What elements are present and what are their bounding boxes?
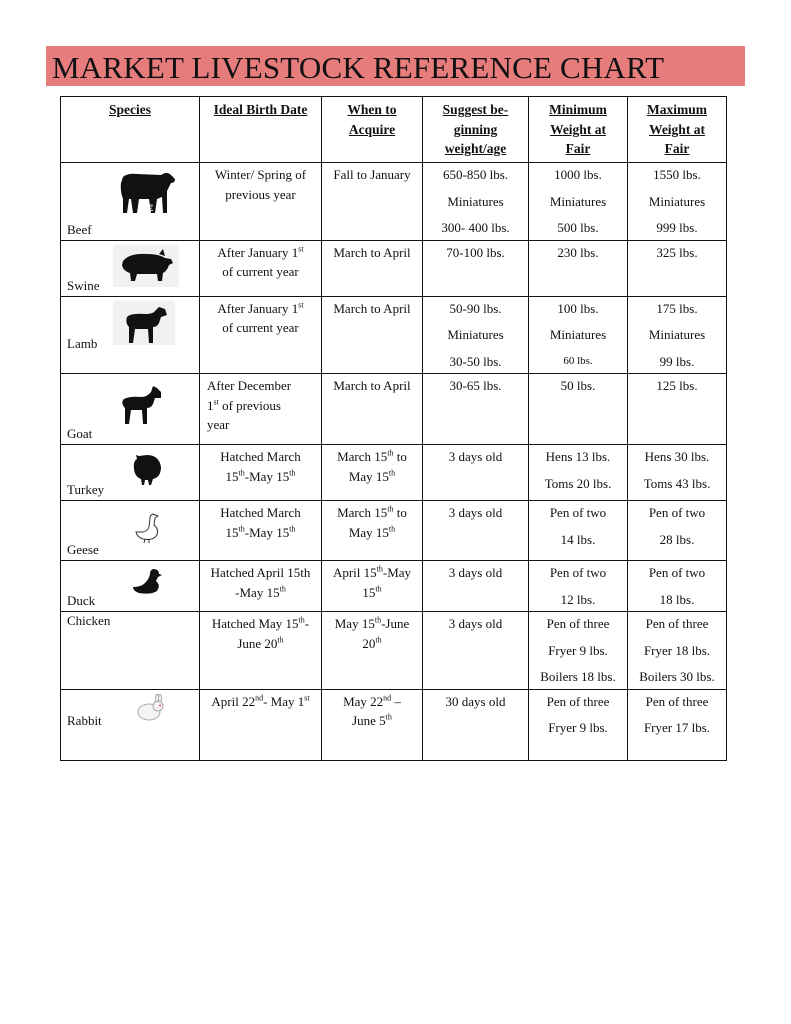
turkey-silhouette-icon: [131, 451, 163, 489]
beginning-weight-cell: 50-90 lbs. Miniatures 30-50 lbs.: [423, 296, 529, 374]
minimum-weight-cell: Pen of two 12 lbs.: [529, 561, 628, 612]
header-when-to-acquire: When to Acquire: [322, 97, 423, 163]
beginning-weight-cell: 650-850 lbs. Miniatures 300- 400 lbs.: [423, 163, 529, 241]
acquire-cell: March to April: [322, 296, 423, 374]
birth-date-cell: Hatched April 15th -May 15th: [200, 561, 322, 612]
minimum-weight-cell: Pen of two 14 lbs.: [529, 501, 628, 561]
table-row: [61, 296, 727, 374]
species-cell: [61, 689, 200, 760]
maximum-weight-cell: Pen of three Fryer 18 lbs. Boilers 30 lbs.: [628, 612, 727, 690]
beginning-weight-cell: 30 days old: [423, 689, 529, 760]
birth-date-cell: After January 1st of current year: [200, 240, 322, 296]
acquire-cell: May 22nd – June 5th: [322, 689, 423, 760]
maximum-weight-cell: 325 lbs.: [628, 240, 727, 296]
species-name: Duck: [67, 593, 96, 608]
header-species: Species: [61, 97, 200, 163]
acquire-cell: March 15th to May 15th: [322, 445, 423, 501]
maximum-weight-cell: Hens 30 lbs. Toms 43 lbs.: [628, 445, 727, 501]
table-row: [61, 240, 727, 296]
steer-silhouette-icon: [117, 169, 177, 215]
birth-date-cell: April 22nd- May 1st: [200, 689, 322, 760]
goat-silhouette-icon: [117, 384, 165, 426]
svg-text:€: €: [148, 204, 154, 214]
species-name: Swine: [67, 277, 100, 293]
beginning-weight-cell: 3 days old: [423, 561, 529, 612]
species-cell: [61, 612, 200, 690]
table-row: [61, 501, 727, 561]
maximum-weight-cell: Pen of two 18 lbs.: [628, 561, 727, 612]
species-cell: [61, 561, 200, 612]
acquire-cell: March to April: [322, 374, 423, 445]
beginning-weight-cell: 30-65 lbs.: [423, 374, 529, 445]
birth-date-cell: Winter/ Spring of previous year: [200, 163, 322, 241]
beginning-weight-cell: 70-100 lbs.: [423, 240, 529, 296]
header-minimum-weight: Minimum Weight at Fair: [529, 97, 628, 163]
species-name: Beef: [67, 221, 92, 237]
beginning-weight-cell: 3 days old: [423, 501, 529, 561]
minimum-weight-cell: Pen of three Fryer 9 lbs. Boilers 18 lbs.: [529, 612, 628, 690]
species-name: Lamb: [67, 336, 98, 351]
acquire-cell: March 15th to May 15th: [322, 501, 423, 561]
species-name: Chicken: [67, 613, 111, 628]
maximum-weight-cell: 175 lbs. Miniatures 99 lbs.: [628, 296, 727, 374]
rabbit-icon: [131, 694, 165, 722]
birth-date-cell: After January 1st of current year: [200, 296, 322, 374]
birth-date-cell: After December 1st of previous year: [200, 374, 322, 445]
acquire-cell: May 15th-June 20th: [322, 612, 423, 690]
table-row: [61, 689, 727, 760]
species-cell: [61, 374, 200, 445]
header-maximum-weight: Maximum Weight at Fair: [628, 97, 727, 163]
minimum-weight-cell: Hens 13 lbs. Toms 20 lbs.: [529, 445, 628, 501]
birth-date-cell: Hatched May 15th- June 20th: [200, 612, 322, 690]
birth-date-cell: Hatched March 15th-May 15th: [200, 501, 322, 561]
species-cell: [61, 445, 200, 501]
species-name: Geese: [67, 542, 99, 557]
minimum-weight-cell: 1000 lbs. Miniatures 500 lbs.: [529, 163, 628, 241]
lamb-silhouette-icon: [113, 301, 175, 345]
species-cell: [61, 240, 200, 296]
acquire-cell: March to April: [322, 240, 423, 296]
minimum-weight-cell: 50 lbs.: [529, 374, 628, 445]
species-name: Rabbit: [67, 712, 102, 728]
pig-silhouette-icon: [113, 245, 179, 287]
page-title: MARKET LIVESTOCK REFERENCE CHART: [52, 50, 665, 85]
beginning-weight-cell: 3 days old: [423, 612, 529, 690]
livestock-reference-table: [60, 96, 727, 761]
table-row: [61, 612, 727, 690]
birth-date-cell: Hatched March 15th-May 15th: [200, 445, 322, 501]
header-beginning-weight: Suggest be- ginning weight/age: [423, 97, 529, 163]
header-birth-date: Ideal Birth Date: [200, 97, 322, 163]
duck-silhouette-icon: [131, 567, 163, 597]
maximum-weight-cell: Pen of three Fryer 17 lbs.: [628, 689, 727, 760]
species-name: Goat: [67, 426, 93, 441]
species-name: Turkey: [67, 482, 105, 497]
acquire-cell: Fall to January: [322, 163, 423, 241]
minimum-weight-cell: Pen of three Fryer 9 lbs.: [529, 689, 628, 760]
species-cell: [61, 501, 200, 561]
beginning-weight-cell: 3 days old: [423, 445, 529, 501]
goose-outline-icon: [133, 511, 163, 545]
maximum-weight-cell: Pen of two 28 lbs.: [628, 501, 727, 561]
table-row: [61, 163, 727, 241]
header-row: [61, 97, 727, 163]
table-row: [61, 561, 727, 612]
minimum-weight-cell: 230 lbs.: [529, 240, 628, 296]
table-row: [61, 445, 727, 501]
species-cell: [61, 296, 200, 374]
maximum-weight-cell: 1550 lbs. Miniatures 999 lbs.: [628, 163, 727, 241]
maximum-weight-cell: 125 lbs.: [628, 374, 727, 445]
minimum-weight-cell: 100 lbs. Miniatures 60 lbs.: [529, 296, 628, 374]
table-row: [61, 374, 727, 445]
acquire-cell: April 15th-May 15th: [322, 561, 423, 612]
species-cell: [61, 163, 200, 241]
